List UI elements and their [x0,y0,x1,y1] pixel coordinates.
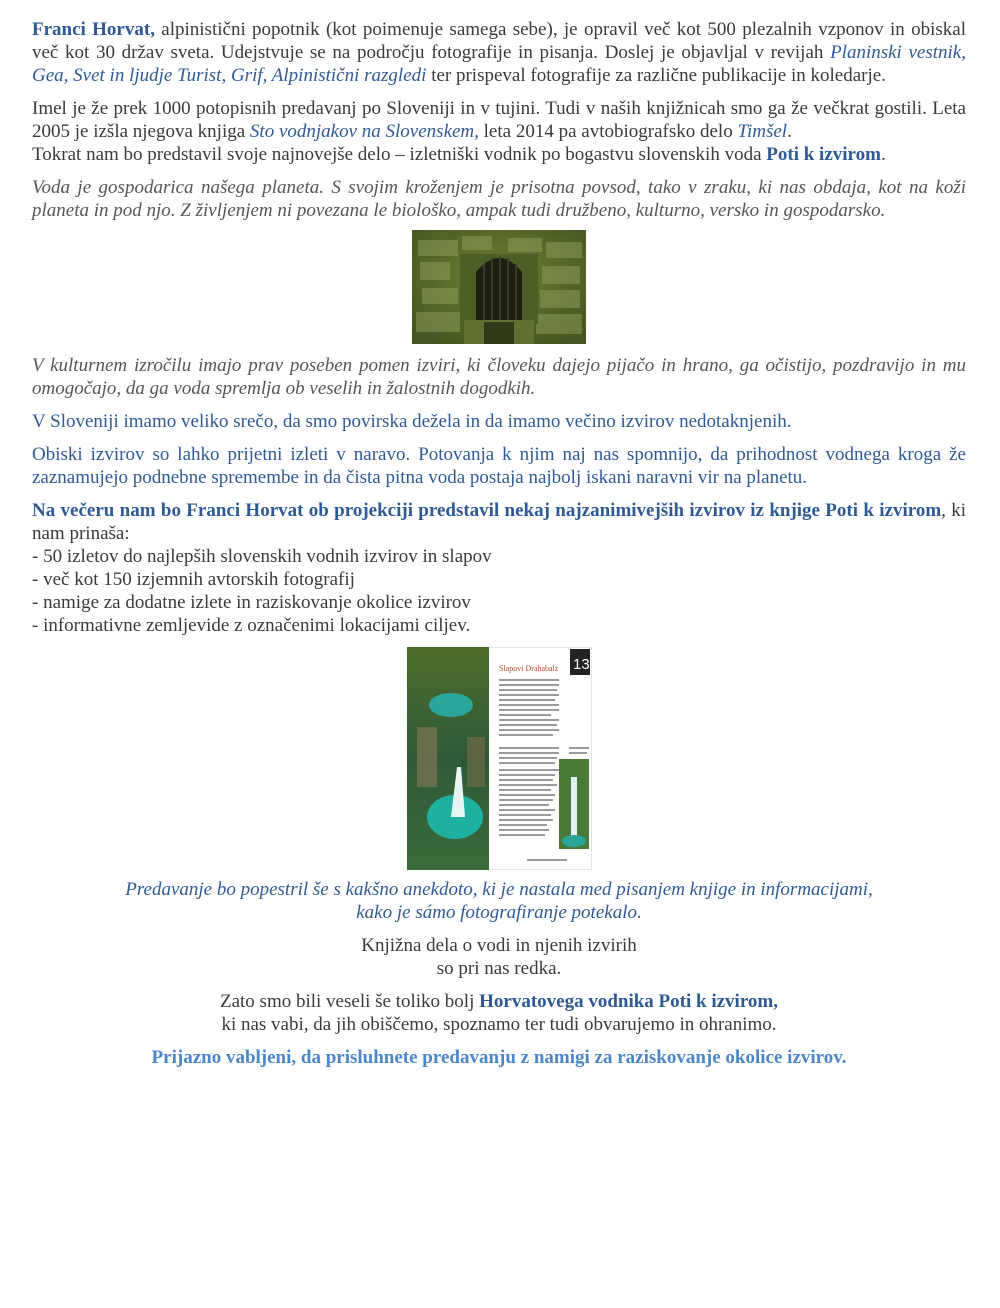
evening-text: , ki nam prinaša: [32,500,967,544]
rare-works-line-2: so pri nas redka. [436,958,562,979]
slovenia-springs-paragraph: V Sloveniji imamo veliko srečo, da smo povirska dežela in da imamo večino izvirov nedotaknjenih. [32,411,792,432]
book-title-sto-vodnjakov: Sto vodnjakov na Slovenskem, [249,121,479,142]
period: . [787,121,792,142]
glad-line-2: ki nas vabi, da jih obiščemo, spoznamo ter tudi obvarujemo in ohranimo. [221,1014,777,1035]
evening-announcement: Na večeru nam bo Franci Horvat ob projekciji predstavil nekaj najzanimivejših izvirov iz knjige Poti k izvirom [32,500,942,521]
lectures-text: Imel je že prek 1000 potopisnih predavanj po Sloveniji in v tujini. Tudi v naših knjižnicah smo ga že večkrat gostili. Leta 2005 je izšla njegova knjiga [32,98,966,142]
intro-text: alpinistični popotnik (kot poimenuje samega sebe), je opravil več kot 500 plezalnih vzponov in obiskal več kot 30 držav sveta. Udejstvuje se na področju fotografije in pisanja. Doslej je objavljal v revijah [32,19,966,63]
document-page [32,18,966,1069]
anecdote-line-2: kako je sámo fotografiranje potekalo. [356,902,642,923]
water-quote: Voda je gospodarica našega planeta. S svojim kroženjem je prisotna povsod, tako v zraku, ki nas obdaja, kot na koži planeta in pod njo. Z življenjem ni povezana le biološko, ampak tudi družbeno, kulturno, versko in gospodarsko. [32,177,966,221]
book-page-number: 13 [572,656,590,673]
closing-invitation: Prijazno vabljeni, da prisluhnete predavanju z namigi za raziskovanje okolice izvirov. [151,1047,847,1068]
list-item: - več kot 150 izjemnih avtorskih fotografij [32,569,355,590]
book-spread-image [407,647,592,870]
intro-paragraph [32,18,966,87]
evening-paragraph [32,499,966,545]
lectures-paragraph [32,97,966,166]
spring-photo [412,230,586,344]
anecdote-line-1: Predavanje bo popestril še s kakšno anekdoto, ki je nastala med pisanjem knjige in informacijami, [125,879,873,900]
intro-text-end: ter prispeval fotografije za različne publikacije in koledarje. [426,65,886,86]
book-title-poti-k-izvirom: Poti k izvirom [766,144,881,165]
book-page-heading: Slapovi Drahabalz [498,664,558,673]
list-item: - 50 izletov do najlepših slovenskih vodnih izvirov in slapov [32,546,492,567]
book-features-list [32,545,966,637]
glad-text: Zato smo bili veseli še toliko bolj [219,991,480,1012]
guide-title: Horvatovega vodnika Poti k izvirom, [479,991,778,1012]
book-title-timsel: Timšel [737,121,788,142]
rare-works-line-1: Knjižna dela o vodi in njenih izvirih [361,935,637,956]
new-work-text: Tokrat nam bo predstavil svoje najnovejše delo – izletniški vodnik po bogastvu slovenskih voda [32,144,767,165]
trips-paragraph: Obiski izvirov so lahko prijetni izleti v naravo. Potovanja k njim naj nas spomnijo, da prihodnost vodnega kroga že zaznamujejo podnebne spremembe in da čista pitna voda postaja najbolj iskani naravni vir na planetu. [32,444,966,488]
lectures-text-2: leta 2014 pa avtobiografsko delo [478,121,738,142]
glad-line-1 [32,990,966,1013]
magazines-list: Planinski vestnik, Gea, Svet in ljudje Turist, Grif, Alpinistični razgledi [32,42,966,86]
period-2: . [880,144,886,165]
list-item: - namige za dodatne izlete in raziskovanje okolice izvirov [32,592,471,613]
cultural-heritage-paragraph: V kulturnem izročilu imajo prav poseben pomen izviri, ki človeku dajejo pijačo in hrano, ga očistijo, pozdravijo in mu omogočajo, da ga voda spremlja ob veselih in žalostnih dogodkih. [32,355,966,399]
author-name: Franci Horvat, [32,19,155,40]
list-item: - informativne zemljevide z označenimi lokacijami ciljev. [32,615,471,636]
